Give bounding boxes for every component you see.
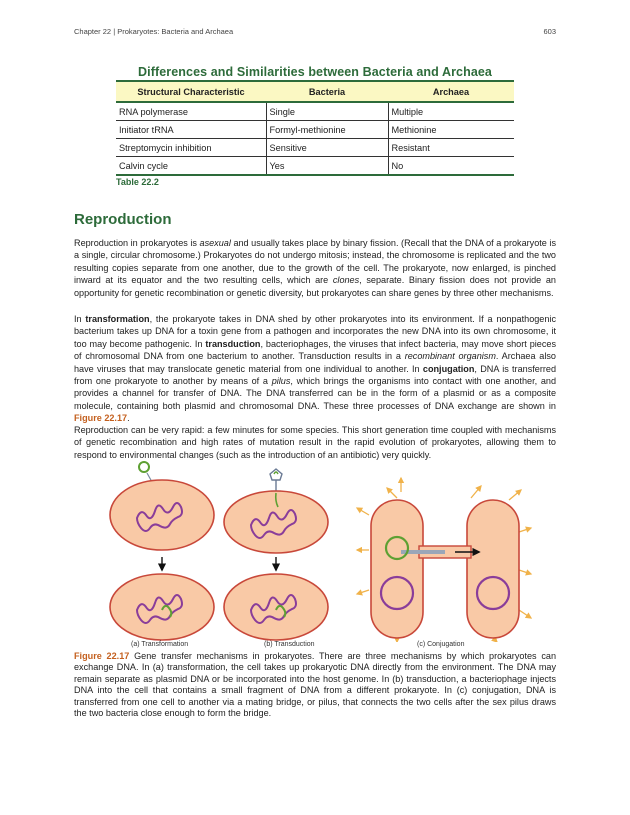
table-row xyxy=(116,121,514,139)
figure-link[interactable]: Figure 22.17 xyxy=(74,413,128,424)
free-dna-fragment xyxy=(139,462,149,472)
paragraph-rapid-reproduction: Reproduction can be very rapid: a few minutes for some species. This short generation time coupled with mechanisms of genetic recombination and high rates of mutation result in the rapid evolution of prokaryotes, allowing them to respond to environmental changes (such as the introduction of an antibiotic) very quickly. xyxy=(74,425,556,460)
term-pilus: pilus xyxy=(271,376,291,387)
chapter-title: Chapter 22 | Prokaryotes: Bacteria and Archaea xyxy=(74,27,234,36)
text-run: . xyxy=(127,413,130,424)
term-conjugation: conjugation xyxy=(422,363,475,374)
table-cell: Formyl-methionine xyxy=(266,121,388,139)
section-title: Reproduction xyxy=(74,211,172,228)
text-run: , DNA is transferred from one prokaryote to another by means of a xyxy=(74,363,557,387)
header-structural: Structural Characteristic xyxy=(116,81,266,102)
table-cell: Methionine xyxy=(388,121,514,139)
page-header xyxy=(74,27,556,36)
table-cell: Single xyxy=(266,102,388,121)
paragraph-binary-fission xyxy=(74,237,556,299)
table-cell: Multiple xyxy=(388,102,514,121)
text-run: and usually takes place by binary fission. (Recall that the DNA of a prokaryote is a single, circular chromosome.) Prokaryotes do not undergo mitosis; instead, the chromosome is replicated and the two resulting copies separate from one another, due to the growth of the cell. The prokaryote, now enlarged, is pinched inward at its equator and the two resulting cells, which are xyxy=(74,238,556,286)
term-transduction: transduction xyxy=(205,338,261,349)
term-transformation: transformation xyxy=(85,314,150,324)
donor-cell xyxy=(371,500,423,638)
table-header-row xyxy=(116,81,514,102)
header-archaea: Archaea xyxy=(388,81,514,102)
figure-caption xyxy=(74,651,556,719)
term-asexual: asexual xyxy=(199,238,231,248)
cell-before xyxy=(110,480,214,550)
recipient-cell xyxy=(467,500,519,638)
transduction-panel xyxy=(224,469,328,640)
text-run: . Archaea also have viruses that may translocate genetic material from one individual to another. In xyxy=(74,351,556,374)
table-cell: Yes xyxy=(266,157,388,176)
phage-dna xyxy=(274,472,278,474)
gene-transfer-figure xyxy=(105,460,535,642)
page-number: 603 xyxy=(543,27,556,36)
cell-after xyxy=(224,574,328,640)
cell-after xyxy=(110,574,214,640)
figure-caption-label: Figure 22.17 xyxy=(74,651,130,661)
table-cell: Calvin cycle xyxy=(116,157,266,176)
table-row xyxy=(116,139,514,157)
label-transformation: (a) Transformation xyxy=(131,641,189,648)
text-run: Reproduction in prokaryotes is xyxy=(74,238,200,248)
bacteriophage-head xyxy=(270,469,282,480)
header-bacteria: Bacteria xyxy=(266,81,388,102)
table-cell: Initiator tRNA xyxy=(116,121,266,139)
label-transduction: (b) Transduction xyxy=(264,641,315,648)
table-cell: RNA polymerase xyxy=(116,102,266,121)
table-row xyxy=(116,102,514,121)
label-conjugation: (c) Conjugation xyxy=(417,641,465,648)
transformation-panel xyxy=(110,462,214,640)
conjugation-panel xyxy=(357,478,531,642)
table-cell: Sensitive xyxy=(266,139,388,157)
figure-caption-text: Gene transfer mechanisms in prokaryotes. There are three mechanisms by which prokaryotes can exchange DNA. In (a) transformation, the cell takes up prokaryotic DNA directly from the environment. The DNA may remain separate as plasmid DNA or be incorporated into the host genome. In (b) transduction, a bacteriophage injects DNA into the cell that contains a small fragment of DNA from a different prokaryote. In (c) conjugation, DNA is transferred from one cell to another via a mating bridge, or pilus, that connects the two cells after the sex pilus draws the two bacteria close enough to form the bridge. xyxy=(74,651,556,719)
table-caption: Table 22.2 xyxy=(116,177,159,187)
table-cell: No xyxy=(388,157,514,176)
text-run: , separate. Binary fission does not provide an opportunity for genetic recombination or genetic diversity, but prokaryotes can share genes by three other mechanisms. xyxy=(74,275,556,298)
term-recombinant-organism: recombinant organism xyxy=(404,351,496,362)
table-cell: Streptomycin inhibition xyxy=(116,139,266,157)
table-row xyxy=(116,157,514,176)
text-run: , bacteriophages, the viruses that infect bacteria, may move short pieces of chromosomal DNA from one bacterium to another. Transduction results in a xyxy=(74,338,557,362)
text-run: , which brings the organisms into contact with one another, and provides a channel for transfer of DNA. The DNA transferred can be in the form of a plasmid or as a composite molecule, containing both plasmid and chromosomal DNA. These three processes of DNA exchange are shown in xyxy=(74,376,557,411)
paragraph-gene-transfer xyxy=(74,313,556,425)
text-run: , the prokaryote takes in DNA shed by other prokaryotes into its environment. If a nonpathogenic bacterium takes up DNA for a toxin gene from a pathogen and incorporates the new DNA into its own chromosome, it too may become pathogenic. In xyxy=(74,314,556,349)
comparison-table xyxy=(116,80,514,176)
text-run: In xyxy=(74,314,86,324)
term-clones: clones xyxy=(332,275,360,286)
table-cell: Resistant xyxy=(388,139,514,157)
table-title: Differences and Similarities between Bacteria and Archaea xyxy=(138,65,492,79)
